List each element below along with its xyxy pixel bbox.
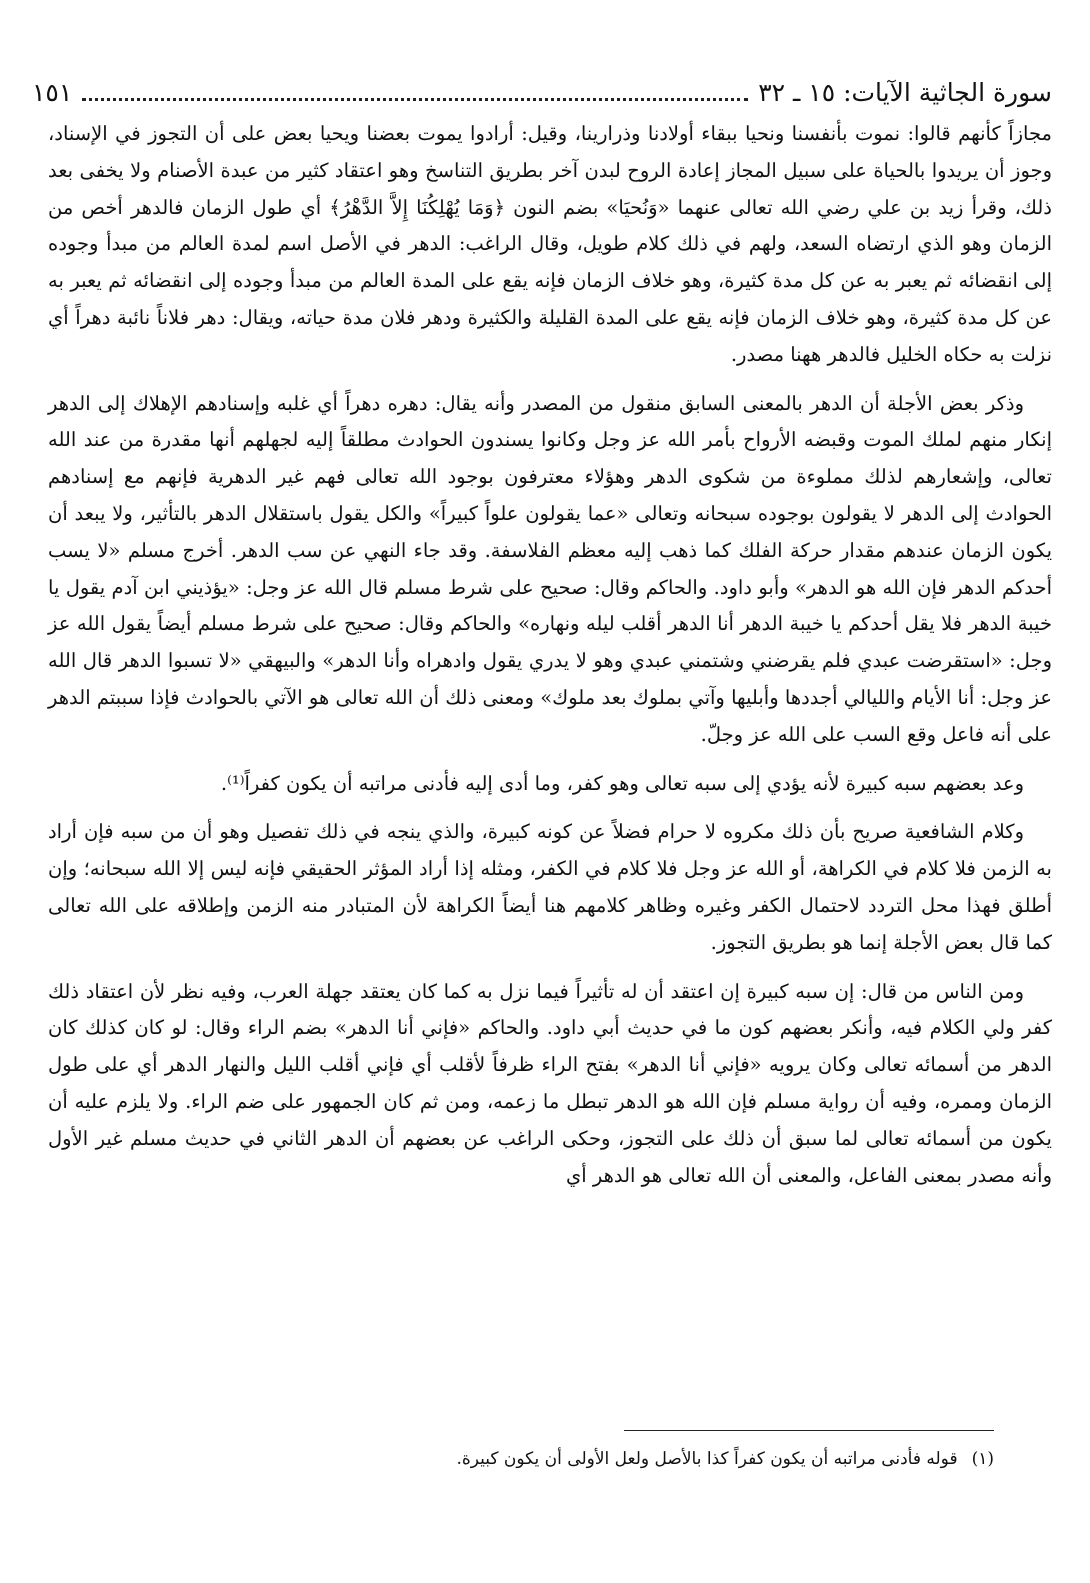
footnote-marker: (١) (971, 1449, 994, 1469)
paragraph-5: ومن الناس من قال: إن سبه كبيرة إن اعتقد أن له تأثيراً فيما نزل به كما كان يعتقد جهلة العرب، وفيه نظر لأن اعتقاد ذلك كفر ولي الكلام فيه، وأنكر بعضهم كون ما في حديث أبي داود. والحاكم «فإني أنا الدهر» بضم الراء وقال: لو كان كذلك كان الدهر من أسمائه تعالى وكان يرويه «فإني أنا الدهر» بفتح الراء ظرفاً لأقلب أي فإني أقلب الليل والنهار الدهر أي على طول الزمان وممره، وفيه أن رواية مسلم فإن الله هو الدهر تبطل ما زعمه، ومن ثم كان الجمهور على ضم الراء. ولا يلزم عليه أن يكون من أسمائه تعالى لما سبق أن ذلك على التجوز، وحكى الراغب عن بعضهم أن الدهر الثاني في حديث مسلم غير الأول وأنه مصدر بمعنى الفاعل، والمعنى أن الله تعالى هو الدهر أي (48, 979, 1052, 1187)
paragraph-4: وكلام الشافعية صريح بأن ذلك مكروه لا حرام فضلاً عن كونه كبيرة، والذي ينجه في ذلك تفصيل وهو أن من سبه فإن أراد به الزمن فلا كلام في الكراهة، أو الله عز وجل فلا كلام في الكفر، ومثله إذا أراد المؤثر الحقيقي فإنه ليس إلا الله سبحانه؛ وإن أطلق فهذا محل التردد لاحتمال الكفر وغيره وظاهر كلامهم هنا أيضاً الكراهة لأن المتبادر منه الزمن وإطلاقه على الله تعالى كما قال بعض الأجلة إنما هو بطريق التجوز. (48, 820, 1052, 954)
paragraph-2: وذكر بعض الأجلة أن الدهر بالمعنى السابق منقول من المصدر وأنه يقال: دهره دهراً أي غلبه وإسنادهم الإهلاك إلى الدهر إنكار منهم لملك الموت وقبضه الأرواح بأمر الله عز وجل وكانوا يسندون الحوادث مطلقاً إليه لجهلهم أنها مقدرة من عند الله تعالى، وإشعارهم لذلك مملوءة من شكوى الدهر وهؤلاء معترفون بوجود الله تعالى فهم غير الدهرية فإنهم مع إسنادهم الحوادث إلى الدهر لا يقولون بوجوده سبحانه وتعالى «عما يقولون علواً كبيراً» والكل يقول باستقلال الدهر بالتأثير، ولا يبعد أن يكون الزمان عندهم مقدار حركة الفلك كما ذهب إليه معظم الفلاسفة. وقد جاء النهي عن سب الدهر. أخرج مسلم «لا يسب أحدكم الدهر فإن الله هو الدهر» وأبو داود. والحاكم وقال: صحيح على شرط مسلم قال الله عز وجل: «يؤذيني ابن آدم يقول يا خيبة الدهر فلا يقل أحدكم يا خيبة الدهر أنا الدهر أقلب ليله ونهاره» والحاكم وقال: صحيح على شرط مسلم أيضاً يقول الله عز وجل: «استقرضت عبدي فلم يقرضني وشتمني عبدي وهو لا يدري يقول وادهراه وأنا الدهر» والبيهقي «لا تسبوا الدهر قال الله عز وجل: أنا الأيام والليالي أجددها وأبليها وآتي بملوك بعد ملوك» ومعنى ذلك أن الله تعالى هو الآتي بالحوادث فإذا سببتم الدهر على أنه فاعل وقع السب على الله عز وجلّ. (48, 391, 1052, 746)
header-dot-leader (82, 98, 748, 101)
running-header (32, 70, 1052, 110)
footnote (94, 1444, 994, 1474)
paragraph-3: وعد بعضهم سبه كبيرة لأنه يؤدي إلى سبه تعالى وهو كفر، وما أدى إليه فأدنى مراتبه أن يكون كفراً⁽¹⁾. (220, 771, 1024, 795)
page-number: ١٥١ (32, 78, 73, 107)
footnote-divider (624, 1430, 994, 1431)
header-title: سورة الجاثية الآيات: ١٥ ـ ٣٢ (758, 78, 1052, 107)
main-text (48, 116, 1052, 1206)
paragraph-1: مجازاً كأنهم قالوا: نموت بأنفسنا ونحيا ببقاء أولادنا وذرارينا، وقيل: أرادوا يموت بعضنا ويحيا بعض على أن التجوز في الإسناد، وجوز أن يريدوا بالحياة على سبيل المجاز إعادة الروح لبدن آخر بطريق التناسخ وهو اعتقاد كثير من عبدة الأصنام ولا يخفى بعد ذلك، وقرأ زيد بن علي رضي الله تعالى عنهما «وَنُحيَا» بضم النون ﴿وَمَا يُهْلِكُنَا إِلاَّ الدَّهْرُ﴾ أي طول الزمان فالدهر أخص من الزمان وهو الذي ارتضاه السعد، ولهم في ذلك كلام طويل، وقال الراغب: الدهر في الأصل اسم لمدة العالم من مبدأ وجوده إلى انقضائه ثم يعبر به عن كل مدة كثيرة، وهو خلاف الزمان فإنه يقع على المدة العالم من مبدأ وجوده إلى انقضائه ثم يعبر به عن كل مدة كثيرة، وهو خلاف الزمان فإنه يقع على المدة القليلة والكثيرة ودهر فلان مدة حياته، ويقال: دهر فلاناً نائبة دهراً أي نزلت به حكاه الخليل فالدهر ههنا مصدر. (48, 122, 1052, 366)
footnote-text: قوله فأدنى مراتبه أن يكون كفراً كذا بالأصل ولعل الأولى أن يكون كبيرة. (456, 1449, 958, 1469)
